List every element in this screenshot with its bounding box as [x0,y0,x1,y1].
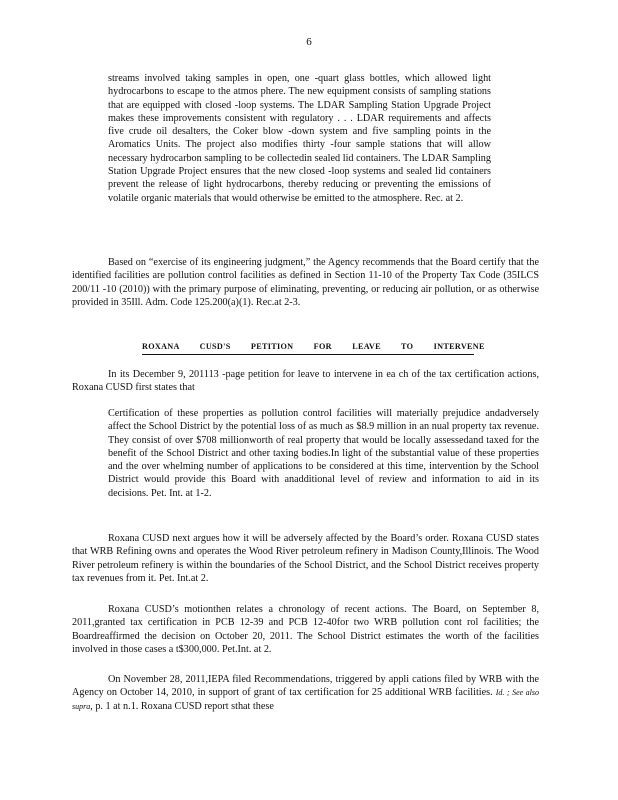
paragraph-agency-recommendation: Based on “exercise of its engineering judgment,” the Agency recommends that the Board certify that the identified facilities are pollution control facilities as defined in Section 11-10 of the Property Tax Code (35ILCS 200/11 -10 (2010)) with the primary purpose of eliminating, preventing, or reducing air pollution, or as otherwise provided in 35Ill. Adm. Code 125.200(a)(1). Rec.at 2-3. [72,257,539,308]
paragraph-chronology: Roxana CUSD’s motionthen relates a chronology of recent actions. The Board, on September 8, 2011,granted tax certification in PCB 12-39 and PCB 12-40for two WRB pollution cont rol facilities; the Boardreaffirmed the decision on October 20, 2011. The School District estimates the worth of the facilities involved in those cases a t$300,000. Pet.Int. at 2. [72,604,539,655]
paragraph-iepa-main: On November 28, 2011,IEPA filed Recommendations, triggered by appli cations filed by WRB with the Agency on October 14, 2010, in support of grant of tax certification for 25 additional WRB facilities. [72,674,539,699]
paragraph-adverse-effect: Roxana CUSD next argues how it will be adversely affected by the Board’s order. Roxana CUSD states that WRB Refining owns and operates the Wood River petroleum refinery in Madison County,Illinois. The Wood River petroleum refinery is within the boundaries of the School District, and the School District receives property tax revenues from it. Pet. Int.at 2. [72,533,539,584]
section-heading: ROXANA CUSD'S PETITION FOR LEAVE TO INTERVENE [142,340,474,355]
paragraph-iepa-recommendations [72,673,539,713]
paragraph-petition-intro: In its December 9, 201113 -page petition for leave to intervene in ea ch of the tax certification actions, Roxana CUSD first states that [72,369,539,394]
citation-id-supra: Id. ; See also supra [72,688,540,711]
block-quote-certification-impact: Certification of these properties as pollution control facilities will materially prejudice andadversely affect the School District by the potential loss of as much as $8.9 million in an nual property tax revenue. They consist of over $708 millionworth of real property that would be locally assessedand taxed for the benefit of the School District and other taxing bodies.In light of the substantial value of these properties and the over whelming number of applications to be considered at this time, intervention by the School District would provide this Board with anadditional level of review and information to aid in its decisions. Pet. Int. at 1-2. [108,408,539,499]
block-quote-ldar-project: streams involved taking samples in open, one -quart glass bottles, which allowed light hydrocarbons to escape to the atmos phere. The new equipment consists of sampling stations that are equipped with closed -loop systems. The LDAR Sampling Station Upgrade Project makes these improvements consistent with regulatory . . . LDAR requirements and affects five crude oil desalters, the Coker blow -down system and five sampling points in the Aromatics Units. The project also modifies thirty -four sample stations that will allow necessary hydrocarbon sampling to be collectedin sealed lid containers. The LDAR Sampling Station Upgrade Project ensures that the new closed -loop systems and sealed lid containers prevent the release of light hydrocarbons, thereby reducing or preventing the emissions of volatile organic materials that would otherwise be emitted to the atmosphere. Rec. at 2. [108,73,491,204]
page-number: 6 [306,36,312,48]
paragraph-iepa-tail: , p. 1 at n.1. Roxana CUSD report sthat these [90,700,274,712]
